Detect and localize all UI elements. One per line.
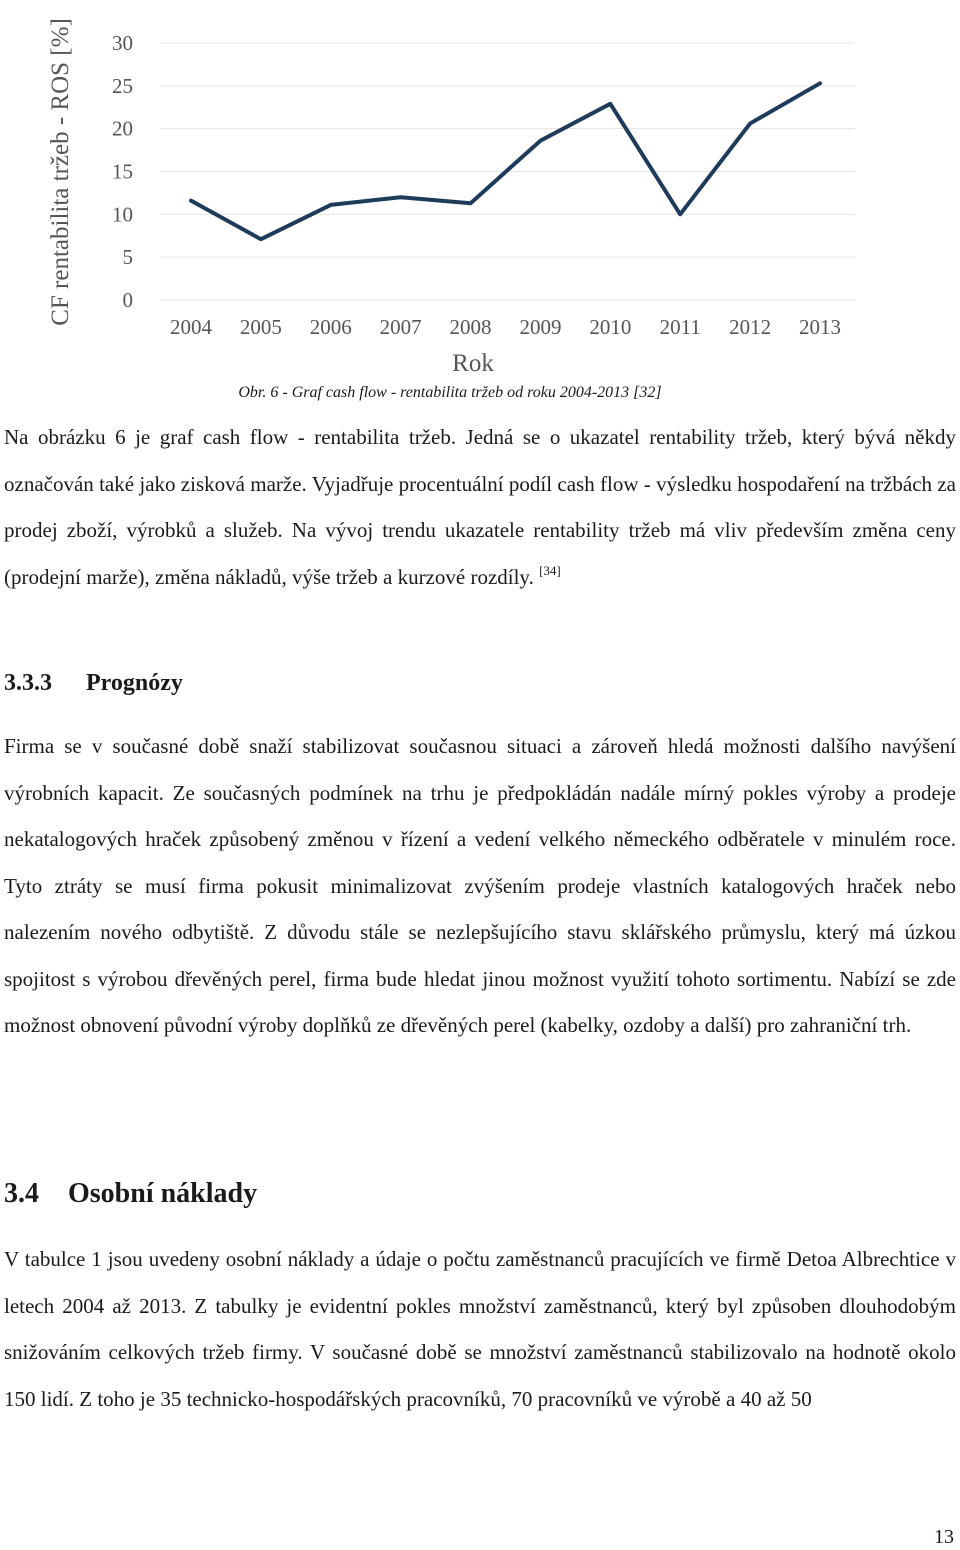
y-tick-label: 15 — [112, 159, 133, 184]
section-heading-prognozy — [4, 670, 183, 697]
x-axis-ticks — [170, 315, 841, 339]
section-number: 3.3.3 — [4, 670, 52, 696]
y-tick-label: 0 — [122, 288, 133, 312]
y-tick-label: 20 — [112, 116, 133, 141]
section-number: 3.4 — [4, 1178, 39, 1209]
x-tick-label: 2009 — [519, 315, 562, 339]
x-tick-label: 2010 — [589, 315, 632, 339]
section-heading-osobni-naklady — [4, 1178, 257, 1210]
series-line — [191, 83, 820, 239]
x-tick-label: 2004 — [170, 315, 212, 339]
y-tick-label: 25 — [112, 73, 133, 98]
paragraph-cash-flow-text: Na obrázku 6 je graf cash flow - rentabilita tržeb. Jedná se o ukazatel rentability tržeb, který bývá někdy označován také jako zisková marže. Vyjadřuje procentuální podíl cash flow - výsledku hospodaření na tržbách za prodej zboží, výrobků a služeb. Na vývoj trendu ukazatele rentability tržeb má vliv především změna ceny (prodejní marže), změna nákladů, výše tržeb a kurzové rozdíly. — [4, 425, 956, 589]
x-tick-label: 2006 — [309, 315, 352, 339]
paragraph-prognozy: Firma se v současné době snaží stabilizovat současnou situaci a zároveň hledá možnosti dalšího navýšení výrobních kapacit. Ze současných podmínek na trhu je předpokládán nadále mírný pokles výroby a prodeje nekatalogových hraček způsobený změnou v řízení a vedení velkého německého odběratele v minulém roce. Tyto ztráty se musí firma pokusit minimalizovat zvýšením prodeje vlastních katalogových hraček nebo nalezením nového odbytiště. Z důvodu stále se nezlepšujícího stavu sklářského průmyslu, který má úzkou spojitost s výrobou dřevěných perel, firma bude hledat jinou možnost využití tohoto sortimentu. Nabízí se zde možnost obnovení původní výroby doplňků ze dřevěných perel (kabelky, ozdoby a další) pro zahraniční trh. — [4, 734, 956, 1037]
y-tick-label: 10 — [112, 202, 133, 227]
section-title: Prognózy — [86, 670, 183, 696]
paragraph-cash-flow — [4, 414, 956, 600]
section-title: Osobní náklady — [68, 1178, 258, 1209]
x-tick-label: 2007 — [379, 315, 422, 339]
x-axis-label: Rok — [452, 350, 494, 377]
x-tick-label: 2012 — [729, 315, 772, 339]
y-tick-label: 30 — [112, 31, 133, 55]
page-number: 13 — [934, 1526, 954, 1548]
y-tick-label: 5 — [122, 245, 133, 270]
figure-caption: Obr. 6 - Graf cash flow - rentabilita tržeb od roku 2004-2013 [32] — [238, 384, 662, 401]
citation-ref: [34] — [539, 562, 561, 578]
x-tick-label: 2005 — [239, 315, 282, 339]
x-tick-label: 2011 — [659, 315, 701, 339]
paragraph-osobni-naklady: V tabulce 1 jsou uvedeny osobní náklady a údaje o počtu zaměstnanců pracujících ve firmě Detoa Albrechtice v letech 2004 až 2013. Z tabulky je evidentní pokles množství zaměstnanců, který byl způsoben dlouhodobým snižováním celkových tržeb firmy. V současné době se množství zaměstnanců stabilizovalo na hodnotě okolo 150 lidí. Z toho je 35 technicko-hospodářských pracovníků, 70 pracovníků ve výrobě a 40 až 50 — [4, 1247, 956, 1411]
y-axis-label: CF rentabilita tržeb - ROS [%] — [47, 18, 74, 326]
x-tick-label: 2013 — [799, 315, 841, 339]
ros-line-chart — [0, 0, 960, 380]
x-tick-label: 2008 — [449, 315, 492, 339]
y-axis-ticks — [112, 31, 133, 312]
